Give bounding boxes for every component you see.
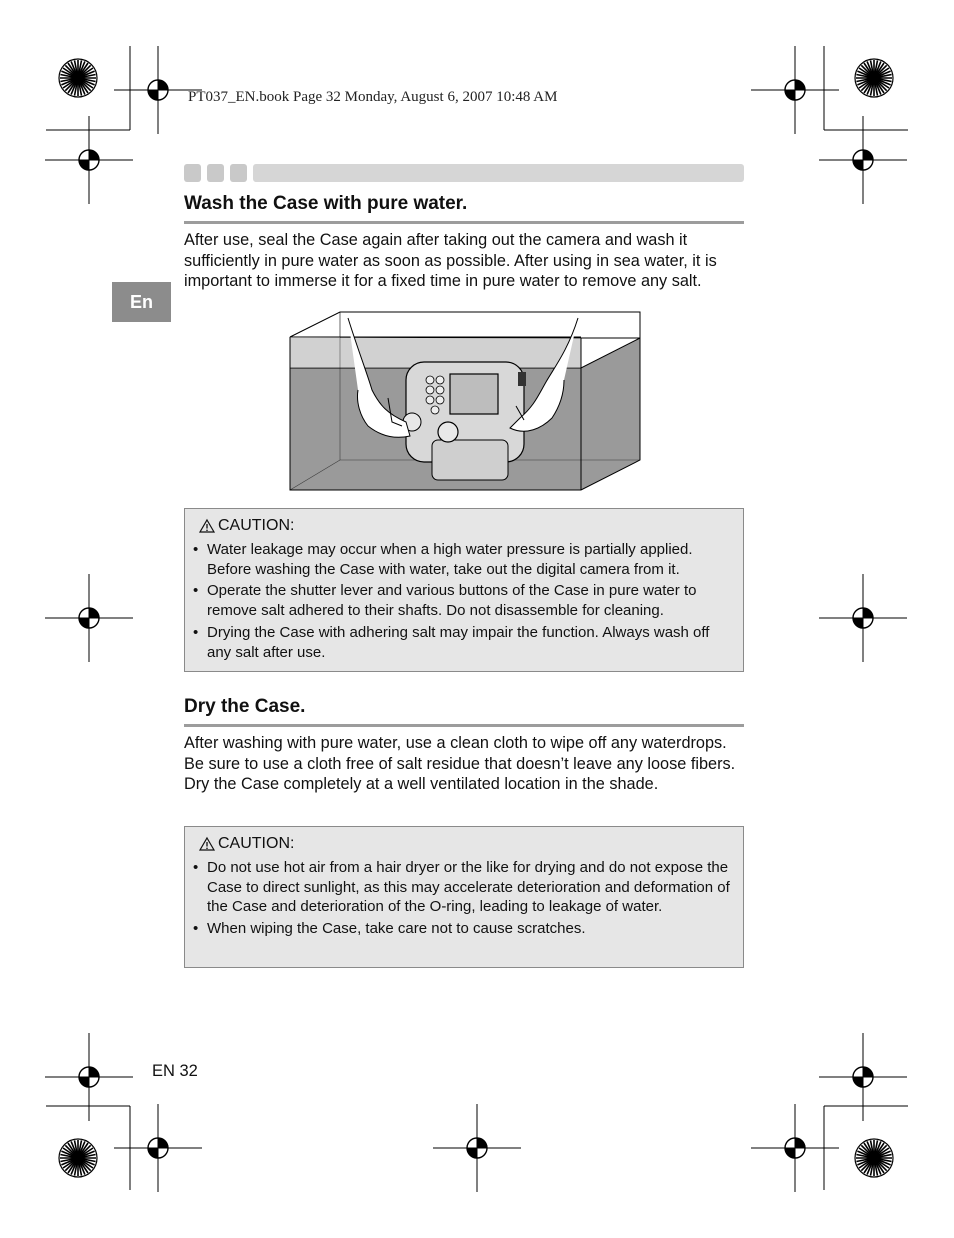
registration-mark-icon xyxy=(751,46,839,134)
caution-title: CAUTION: xyxy=(199,835,294,853)
registration-mark-icon xyxy=(819,1033,907,1121)
dry-paragraph: After washing with pure water, use a clean cloth to wipe off any waterdrops. Be sure to use a cloth free of salt residue that doesn’t leave any loose fibers. Dry the Case completely at a well ventilated location in the shade. xyxy=(184,734,736,794)
heading-rule xyxy=(184,221,744,224)
registration-mark-icon xyxy=(819,574,907,662)
list-item: • Operate the shutter lever and various buttons of the Case in pure water to remove salt adhered to their shafts. Do not disassemble for cleaning. xyxy=(193,582,697,620)
registration-mark-icon xyxy=(45,574,133,662)
caution-box-dry xyxy=(184,826,744,968)
list-item: • When wiping the Case, take care not to cause scratches. xyxy=(193,920,586,938)
registration-mark-icon xyxy=(114,1104,202,1192)
washing-illustration xyxy=(288,310,648,495)
language-tab: En xyxy=(112,282,171,322)
registration-mark-icon xyxy=(45,116,133,204)
caution-box-wash xyxy=(184,508,744,672)
registration-mark-icon xyxy=(751,1104,839,1192)
list-item: • Water leakage may occur when a high water pressure is partially applied. Before washing the Case with water, take out the digital camera from it. xyxy=(193,541,693,578)
starburst-target-icon xyxy=(855,1139,893,1177)
starburst-target-icon xyxy=(59,1139,97,1177)
list-item: • Do not use hot air from a hair dryer or the like for drying and do not expose the Case to direct sunlight, as this may accelerate deterioration and deformation of the Case and deterioration of the O-ring, leading to leakage of water. xyxy=(193,859,730,916)
heading-wash: Wash the Case with pure water. xyxy=(184,193,468,214)
page-number: EN 32 xyxy=(152,1062,198,1080)
registration-mark-icon xyxy=(45,1033,133,1121)
heading-dry: Dry the Case. xyxy=(184,696,306,717)
print-header: PT037_EN.book Page 32 Monday, August 6, 2007 10:48 AM xyxy=(188,89,558,105)
list-item: • Drying the Case with adhering salt may impair the function. Always wash off any salt after use. xyxy=(193,623,710,661)
caution-title: CAUTION: xyxy=(199,517,294,535)
heading-rule xyxy=(184,724,744,727)
warning-triangle-icon xyxy=(199,519,215,533)
registration-mark-icon xyxy=(433,1104,521,1192)
registration-mark-icon xyxy=(819,116,907,204)
starburst-target-icon xyxy=(59,59,97,97)
wash-paragraph: After use, seal the Case again after taking out the camera and wash it sufficiently in pure water as soon as possible. After using in sea water, it is important to immerse it for a fixed time in pure water to remove any salt. xyxy=(184,231,717,291)
starburst-target-icon xyxy=(855,59,893,97)
warning-triangle-icon xyxy=(199,837,215,851)
section-decor-bar xyxy=(184,164,744,182)
